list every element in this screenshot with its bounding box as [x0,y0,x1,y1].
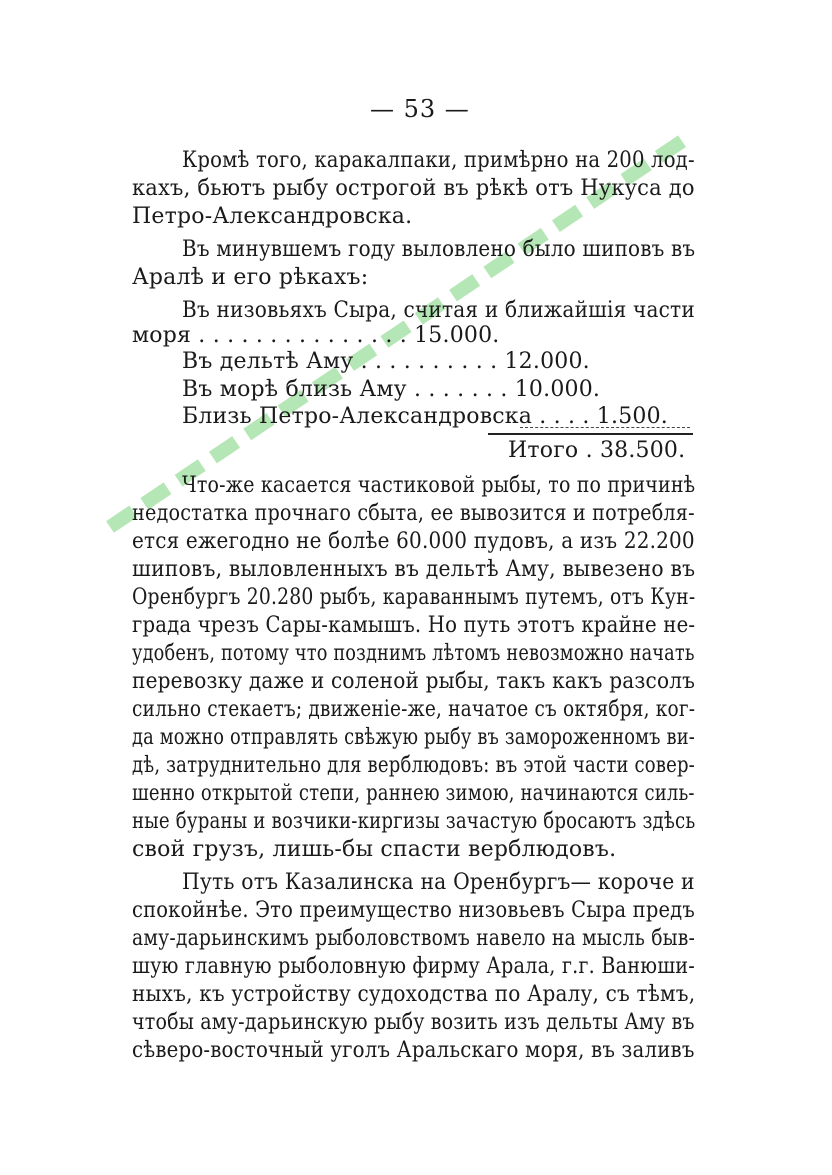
table-row: Въ морѣ близь Аму . . . . . . . 10.000. [182,377,601,402]
text-line: Аралѣ и его рѣкахъ: [132,265,369,290]
text-line: удобенъ, потому что позднимъ лѣтомъ невозможно начать [132,641,695,666]
text-line: чтобы аму-дарьинскую рыбу возить изъ дельты Аму въ [132,1010,695,1035]
table-row: моря . . . . . . . . . . . . . . . 15.000. [132,323,500,348]
text-line: шиповъ, выловленныхъ въ дельтѣ Аму, вывезено въ [132,557,696,582]
text-line: спокойнѣе. Это преимущество низовьевъ Сыра предъ [132,898,695,923]
text-line: свой грузъ, лишь-бы спасти верблюдовъ. [132,837,617,862]
text-line: дѣ, затруднительно для верблюдовъ: въ этой части совер- [132,753,695,778]
text-line: шенно открытой степи, раннею зимою, начинаются силь- [132,781,695,806]
text-line: да можно отправлять свѣжую рыбу въ замороженномъ ви- [132,725,695,750]
text-line: Что-же касается частиковой рыбы, то по причинѣ [182,473,696,498]
total-row: Итого . 38.500. [508,438,686,463]
text-line: перевозку даже и соленой рыбы, такъ какъ разсолъ [132,669,696,694]
text-line: Въ минувшемъ году выловлено было шиповъ въ [182,237,696,262]
text-line: аму-дарьинскимъ рыболовствомъ навело на мысль быв- [132,926,696,951]
text-line: ныхъ, къ устройству судоходства по Аралу, съ тѣмъ, [132,982,696,1007]
text-line: кахъ, бьютъ рыбу острогой въ рѣкѣ отъ Нукуса до [132,176,695,201]
table-row: Близь Петро-Александровска . . . . 1.500. [182,404,668,429]
text-line: недостатка прочнаго сбыта, ее вывозится и потребля- [132,501,695,526]
text-line: града чрезъ Сары-камышъ. Но путь этотъ крайне не- [132,613,696,638]
table-row: Въ низовьяхъ Сыра, считая и ближайшія части [182,298,695,323]
text-line: Петро-Александровска. [132,204,413,229]
text-line: сѣверо-восточный уголъ Аральскаго моря, въ заливъ [132,1038,695,1063]
table-row: Въ дельтѣ Аму . . . . . . . . . . 12.000. [182,349,590,374]
text-line: шую главную рыболовную фирму Арала, г.г. Ванюши- [132,954,695,979]
text-line: ные бураны и возчики-киргизы зачастую бросаютъ здѣсь [132,809,696,834]
text-line: ется ежегодно не болѣе 60.000 пудовъ, а изъ 22.200 [132,529,695,554]
page-number: — 53 — [370,95,470,123]
sum-rule [488,433,693,435]
text-line: Путь отъ Казалинска на Оренбургъ— короче и [182,870,695,895]
text-line: сильно стекаетъ; движеніе-же, начатое съ октября, ког- [132,697,696,722]
sum-rule-dashed [520,427,690,428]
text-line: Оренбургъ 20.280 рыбъ, караваннымъ путемъ, отъ Кун- [132,585,696,610]
text-line: Кромѣ того, каракалпаки, примѣрно на 200 лод- [182,148,695,173]
